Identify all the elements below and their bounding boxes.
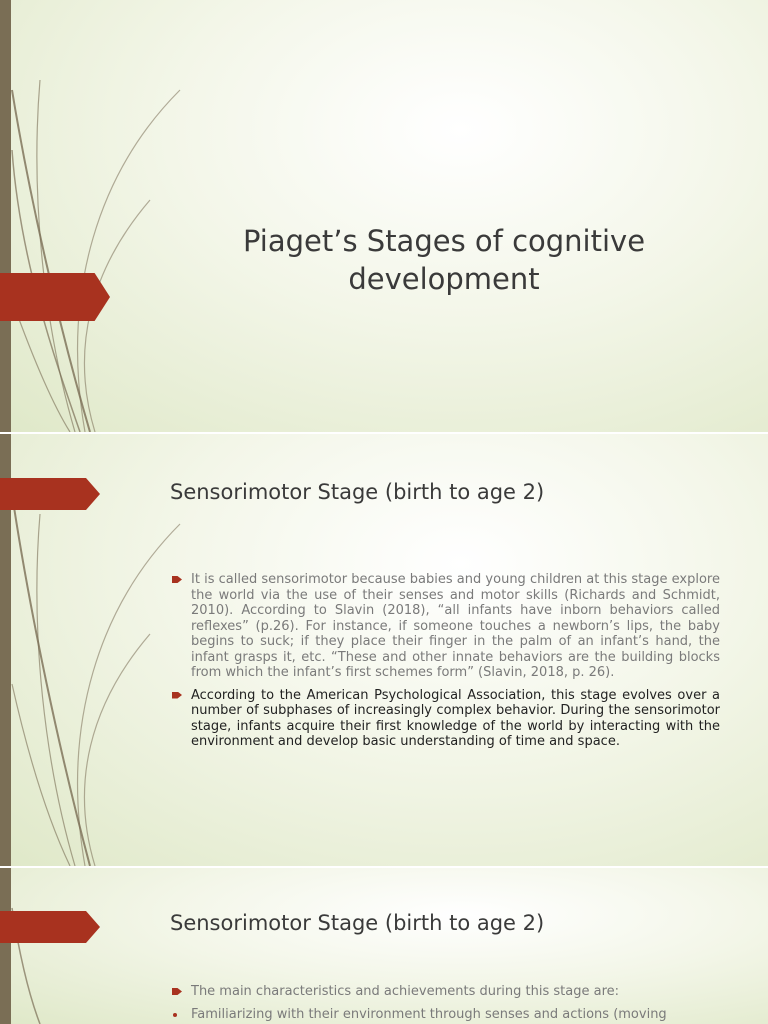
- slide-sensorimotor-1: [0, 434, 768, 866]
- dot-bullet-icon: [173, 1013, 177, 1017]
- arrow-bullet-icon: [172, 692, 182, 699]
- heading-arrow-tab: [0, 478, 100, 510]
- list-item: It is called sensorimotor because babies and young children at this stage explore the world via the use of their senses and motor skills (Richards and Schmidt, 2010). According to Slavin (2018), “all infants have inborn behaviors called reflexes” (p.26). For instance, if someone touches a newborn’s lips, the baby begins to suck; if they place their finger in the palm of an infant’s hand, the infant grasps it, etc. “These and other innate behaviors are the building blocks from which the infant’s first schemes form” (Slavin, 2018, p. 26).: [170, 572, 720, 681]
- slide-sensorimotor-2: [0, 868, 768, 1024]
- list-item: According to the American Psychological Association, this stage evolves over a number of subphases of increasingly complex behavior. During the sensorimotor stage, infants acquire their first knowledge of the world by interacting with the environment and develop basic understanding of time and space.: [170, 688, 720, 750]
- swoosh-decoration: [0, 0, 768, 432]
- bullet-list: [170, 984, 720, 1024]
- list-item: Familiarizing with their environment through senses and actions (moving: [170, 1007, 720, 1023]
- slide-title: [0, 0, 768, 432]
- list-item: The main characteristics and achievements during this stage are:: [170, 984, 720, 1000]
- arrow-bullet-icon: [172, 988, 182, 995]
- slide-title-heading: Piaget’s Stages of cognitive development: [242, 224, 646, 296]
- bullet-list: [170, 572, 720, 757]
- section-title: Sensorimotor Stage (birth to age 2): [170, 480, 545, 504]
- section-title: Sensorimotor Stage (birth to age 2): [170, 911, 545, 935]
- title-arrow-tab: [0, 273, 110, 321]
- arrow-bullet-icon: [172, 576, 182, 583]
- heading-arrow-tab: [0, 911, 100, 943]
